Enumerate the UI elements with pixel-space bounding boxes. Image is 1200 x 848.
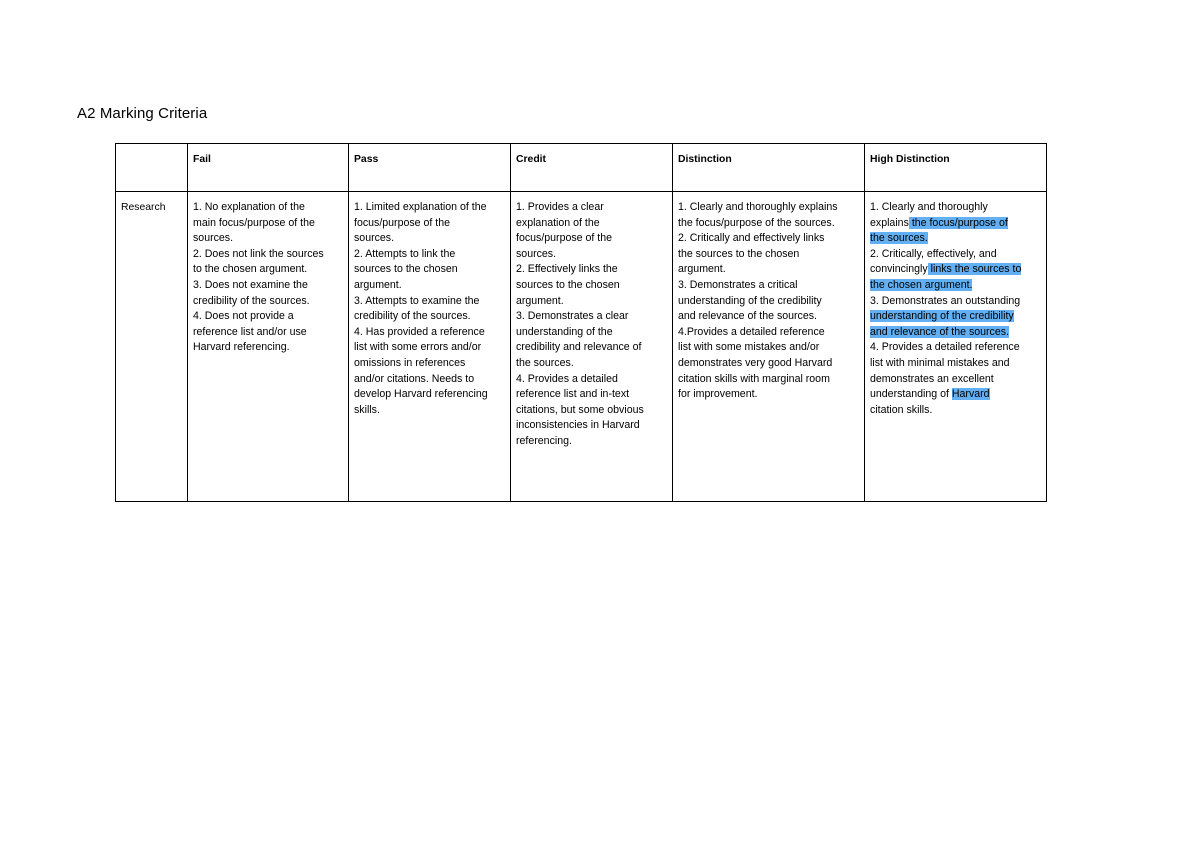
criteria-line — [870, 216, 1042, 232]
criteria-line: 2. Critically and effectively links — [678, 232, 825, 245]
criteria-line: 1. Clearly and thoroughly — [870, 201, 988, 213]
header-cell-distinction: Distinction — [673, 144, 865, 192]
criteria-line: reference list and/or use — [193, 325, 307, 338]
criteria-line: focus/purpose of the — [354, 216, 450, 229]
criteria-cell-credit — [511, 192, 673, 502]
criteria-line: the sources to the chosen — [678, 247, 800, 260]
criteria-line: main focus/purpose of the — [193, 216, 315, 229]
criteria-line: to the chosen argument. — [193, 263, 308, 276]
header-cell-fail: Fail — [188, 144, 349, 192]
criteria-line: 3. Demonstrates an outstanding — [870, 294, 1021, 307]
criteria-line: citation skills. — [870, 403, 933, 416]
highlighted-text: the chosen argument. — [870, 278, 973, 291]
criteria-line: 3. Demonstrates a clear — [516, 310, 629, 323]
criteria-line: omissions in references — [354, 356, 466, 369]
criteria-line: sources. — [516, 247, 557, 260]
criteria-line: 2. Does not link the sources — [193, 247, 324, 260]
criteria-text: convincingly — [870, 263, 928, 276]
table-row — [116, 192, 1047, 502]
criteria-line: the sources. — [516, 356, 574, 369]
highlighted-text: the focus/purpose of — [908, 216, 1008, 229]
criteria-line: 3. Demonstrates a critical — [678, 278, 798, 291]
criteria-line: 1. No explanation of the — [193, 201, 305, 213]
header-cell-high-distinction: High Distinction — [865, 144, 1047, 192]
highlighted-text: and relevance of the sources. — [870, 325, 1009, 338]
header-cell-blank — [116, 144, 188, 192]
criteria-line: citation skills with marginal room — [678, 372, 830, 385]
criteria-line: demonstrates an excellent — [870, 372, 994, 385]
criteria-line: 3. Attempts to examine the — [354, 294, 480, 307]
criteria-line — [870, 231, 1042, 247]
criteria-line — [870, 309, 1042, 325]
criteria-line: 2. Critically, effectively, and — [870, 247, 997, 260]
criteria-line: and relevance of the sources. — [678, 310, 817, 323]
criteria-line: understanding of the — [516, 325, 613, 338]
criteria-line: argument. — [354, 278, 402, 291]
header-cell-credit: Credit — [511, 144, 673, 192]
criteria-cell-high-distinction — [865, 192, 1047, 502]
criteria-line: 4. Does not provide a — [193, 310, 294, 323]
criteria-cell-distinction — [673, 192, 865, 502]
criteria-line — [870, 325, 1042, 341]
criteria-line: credibility of the sources. — [354, 310, 471, 323]
highlighted-text: the sources. — [870, 232, 928, 245]
criteria-line: reference list and in-text — [516, 388, 630, 401]
criteria-line: 4. Provides a detailed — [516, 372, 618, 385]
criteria-line: explanation of the — [516, 216, 600, 229]
criteria-line — [870, 278, 1042, 294]
criteria-line: sources. — [354, 232, 395, 245]
criteria-line: 4.Provides a detailed reference — [678, 325, 825, 338]
criteria-line: 4. Provides a detailed reference — [870, 341, 1020, 354]
header-row — [116, 144, 1047, 192]
criteria-line — [870, 387, 1042, 403]
criteria-line: sources to the chosen — [516, 278, 620, 291]
criteria-line: 1. Clearly and thoroughly explains — [678, 201, 838, 213]
criteria-line: credibility and relevance of — [516, 341, 642, 354]
criteria-line: develop Harvard referencing — [354, 388, 488, 401]
criteria-line: for improvement. — [678, 388, 758, 401]
criteria-line: inconsistencies in Harvard — [516, 419, 640, 432]
criteria-line: the focus/purpose of the sources. — [678, 216, 835, 229]
criteria-line: list with some errors and/or — [354, 341, 482, 354]
row-label-research: Research — [116, 192, 188, 502]
criteria-line: 4. Has provided a reference — [354, 325, 485, 338]
criteria-line: sources. — [193, 232, 234, 245]
header-cell-pass: Pass — [349, 144, 511, 192]
criteria-line: Harvard referencing. — [193, 341, 290, 354]
criteria-line: list with some mistakes and/or — [678, 341, 820, 354]
criteria-text: understanding of — [870, 388, 952, 401]
criteria-line: 2. Effectively links the — [516, 263, 618, 276]
criteria-line: citations, but some obvious — [516, 403, 644, 416]
criteria-cell-pass — [349, 192, 511, 502]
criteria-line: list with minimal mistakes and — [870, 356, 1010, 369]
highlighted-text: links the sources to — [927, 263, 1022, 276]
criteria-cell-fail — [188, 192, 349, 502]
criteria-line: skills. — [354, 403, 380, 416]
criteria-text: explains — [870, 216, 909, 229]
criteria-line: focus/purpose of the — [516, 232, 612, 245]
criteria-line: 1. Limited explanation of the — [354, 201, 487, 213]
page-title: A2 Marking Criteria — [77, 105, 208, 122]
highlighted-text: Harvard — [951, 388, 990, 401]
criteria-line: and/or citations. Needs to — [354, 372, 475, 385]
criteria-line: 2. Attempts to link the — [354, 247, 456, 260]
marking-criteria-table — [115, 143, 1047, 502]
criteria-line: 3. Does not examine the — [193, 278, 308, 291]
criteria-line — [870, 262, 1042, 278]
criteria-line: 1. Provides a clear — [516, 201, 604, 213]
highlighted-text: understanding of the credibility — [870, 310, 1014, 323]
criteria-line: sources to the chosen — [354, 263, 458, 276]
criteria-line: argument. — [516, 294, 564, 307]
criteria-line: understanding of the credibility — [678, 294, 822, 307]
criteria-line: demonstrates very good Harvard — [678, 356, 833, 369]
criteria-line: credibility of the sources. — [193, 294, 310, 307]
criteria-line: argument. — [678, 263, 726, 276]
criteria-line: referencing. — [516, 434, 572, 447]
